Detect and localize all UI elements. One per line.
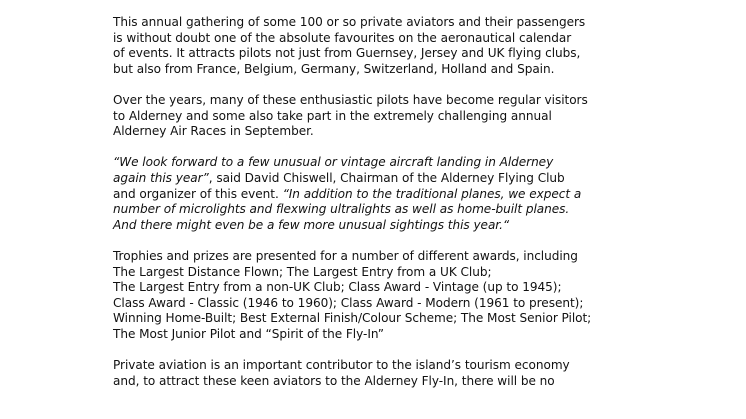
paragraph-regular-visitors: Over the years, many of these enthusiastic pilots have become regular visitors to Alderney and some also take part in the extremely challenging annual Alderney Air Races in September.	[113, 92, 588, 139]
paragraph-trophies: Trophies and prizes are presented for a number of different awards, including The Largest Distance Flown; The Largest Entry from a UK Club; The Largest Entry from a non-UK Club; Class Award - Vintage (up to 1945); Class Award - Classic (1946 to 1960); Class Award - Modern (1961 to present); Winning Home-Built; Best External Finish/Colour Scheme; The Most Senior Pilot; The Most Junior Pilot and “Spirit of the Fly-In”	[113, 248, 592, 341]
paragraph-tourism: Private aviation is an important contributor to the island’s tourism economy and, to attract these keen aviators to the Alderney Fly-In, there will be no	[113, 358, 570, 388]
paragraph-intro: This annual gathering of some 100 or so private aviators and their passengers is without doubt one of the absolute favourites on the aeronautical calendar of events. It attracts pilots not just from Guernsey, Jersey and UK flying clubs, but also from France, Belgium, Germany, Switzerland, Holland and Spain.	[113, 15, 586, 76]
quote-attribution: , said David Chiswell, Chairman of the Alderney Flying Club and organizer of this event.	[113, 170, 565, 201]
quote-continuation: “In addition to the traditional planes, we expect a number of microlights and flexwing ultralights as well as home-built planes. And there might even be a few more unusual sightings this year.“	[113, 186, 582, 232]
document-body	[113, 15, 733, 405]
quote-opening: “We look forward to a few unusual or vintage aircraft landing in Alderney again this year”	[113, 155, 554, 185]
paragraph-quote	[113, 155, 733, 233]
